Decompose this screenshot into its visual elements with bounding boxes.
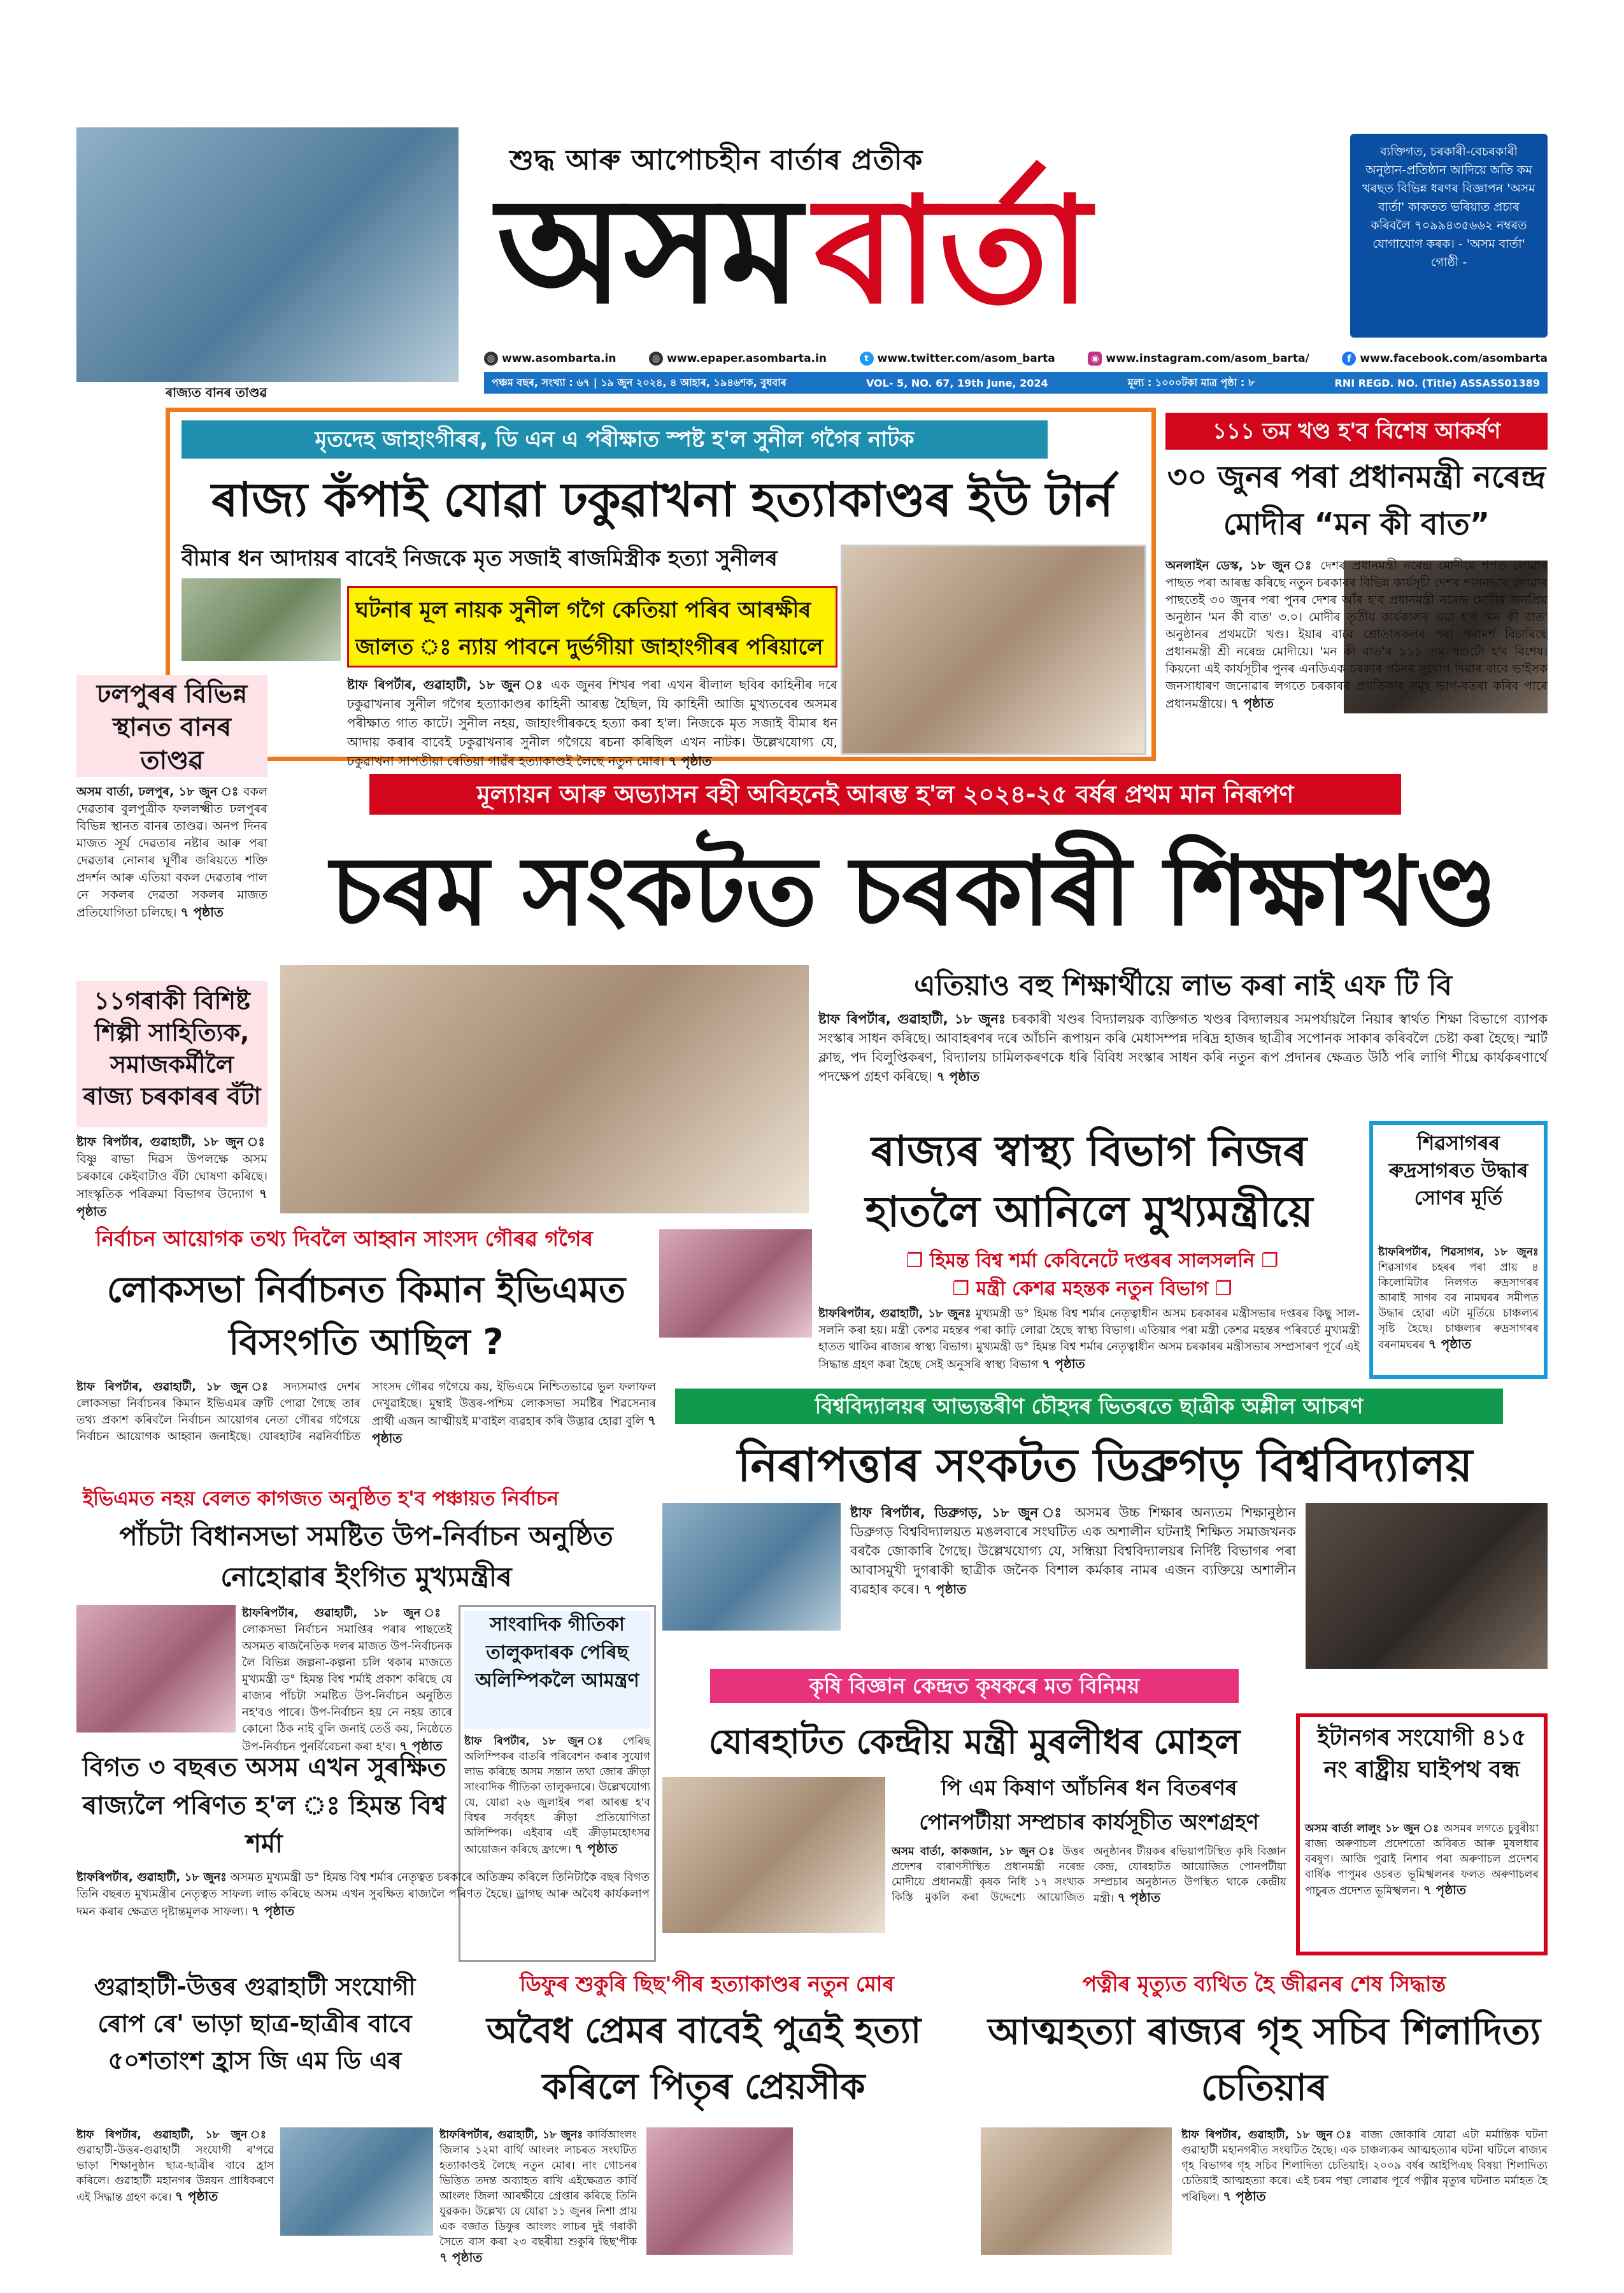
square-bullet-icon: ❐	[906, 1250, 930, 1272]
sivasagar-byline: ষ্টাফৰিপৰ্টাৰ, শিৱসাগৰ, ১৮ জুনঃ	[1378, 1246, 1539, 1259]
murder-page-ref[interactable]: ৭ পৃষ্ঠাত	[439, 2250, 483, 2265]
masthead-title-barta: বাৰ্তা	[814, 166, 1091, 336]
university-photo	[662, 1503, 841, 1631]
highway-story-box	[1296, 1713, 1548, 1955]
suicide-body-text: ৰাজ্য জোকাৰি যোৱা এটা মৰ্মান্তিক ঘটনা গুৱাহাটী মহানগৰীত সংঘটিত হৈছে। এক চাঞ্চল্যকৰ আত্মহত্যাৰ ঘটনা ঘটিলে ৰাজ্যৰ গৃহ বিভাগৰ গৃহ সচিব শিলাদিত্য চেতিয়াই। ২০০৯ বৰ্ষৰ আইপিএছ বিষয়া শিলাদিত্য চেতিয়াই আত্মহত্যা কৰে। এই চৰম পন্থা লোৱাৰ পূৰ্বে পত্নীৰ মৃত্যুৰ ঘটনাত মৰ্মাহত হৈ পৰিছিল।	[1181, 2129, 1548, 2204]
masthead-title	[497, 166, 1350, 336]
highway-body-text: অসমৰ লগতে চুবুৰীয়া ৰাজ্য অৰুণাচল প্ৰদেশতো অবিৰত আৰু মুষলধাৰ বৰষুণ। আজি পুৱাই নিশাৰ পৰা অৰুণাচল প্ৰদেশৰ বাৰ্ষিক পাপুমৰ ওচৰত ভূমিস্খলনৰ ফলত অৰুণাচলৰ পাচুৰত প্ৰদেশত ভূমিস্খলন।	[1305, 1822, 1539, 1897]
flood-body	[76, 783, 267, 975]
murder-victim-photo	[646, 2127, 793, 2255]
twitter-icon: t	[860, 352, 874, 366]
ropeway-page-ref[interactable]: ৭ পৃষ্ঠাত	[175, 2189, 218, 2204]
education-photo	[280, 965, 809, 1213]
krishi-page-ref[interactable]: ৭ পৃষ্ঠাত	[1117, 1890, 1160, 1905]
lead-flood-photo	[182, 578, 341, 661]
flood-body-text: বকল দেৱতাৰ বুলপুত্ৰীক ফললক্ষ্মীত ঢলপুৰৰ বিভিন্ন স্থানত বানৰ তাণ্ডৱ। অনপ দিনৰ মাজত সূৰ্য দেৱতাৰ নষ্টাৰ আৰু পৰা দেৱতাৰ নোনাৰ ঘূৰ্ণীৰ জৰিয়তে শক্তি প্ৰদৰ্শন আৰু এতিয়া বকল দেৱতাৰ পাল নে সকলৰ দেৱতা সকলৰ মাজত প্ৰতিযোগিতা চলিছে।	[76, 785, 268, 920]
suicide-byline: ষ্টাফ ৰিপৰ্টাৰ, গুৱাহাটী, ১৮ জুন ঃ	[1181, 2129, 1355, 2141]
sivasagar-body	[1378, 1245, 1539, 1353]
volume-info: VOL- 5, NO. 67, 19th June, 2024	[865, 376, 1048, 389]
health-headline: ৰাজ্যৰ স্বাস্থ্য বিভাগ নিজৰ হাতলৈ আনিলে মুখ্যমন্ত্ৰীয়ে	[865, 1127, 1313, 1236]
secure-byline: ষ্টাফৰিপৰ্টাৰ, গুৱাহাটী, ১৮ জুনঃ	[76, 1871, 227, 1884]
murder-byline: ষ্টাফৰিপৰ্টাৰ, গুৱাহাটী, ১৮ জুনঃ	[439, 2129, 583, 2141]
epaper-link[interactable]: ◎ www.epaper.asombarta.in	[649, 352, 827, 366]
health-body-text: মুখ্যমন্ত্ৰী ড° হিমন্ত বিশ্ব শৰ্মাৰ নেতৃত্বাধীন অসম চৰকাৰৰ মন্ত্ৰীসভাৰ দপ্তৰৰ কিছু সাল-সলনি কৰা হয়। মন্ত্ৰী কেশৱ মহন্তৰ পৰা কাঢ়ি লোৱা হৈছে স্বাস্থ্য বিভাগ। এতিয়াৰ পৰা মন্ত্ৰী কেশৱ মহন্তৰ পৰিবৰ্তে মুখ্যমন্ত্ৰী হাতত থাকিব ৰাজ্যৰ স্বাস্থ্য বিভাগ। মুখ্যমন্ত্ৰী ড° হিমন্ত বিশ্ব শৰ্মাৰ নেতৃত্বাধীন অসম চৰকাৰৰ মন্ত্ৰীসভাৰ সম্প্ৰসাৰণ পূৰ্বে এই সিদ্ধান্ত গ্ৰহণ কৰা হৈছে সেই অনুসৰি স্বাস্থ্য বিভাগ	[818, 1307, 1360, 1371]
university-kicker: বিশ্ববিদ্যালয়ৰ আভ্যন্তৰীণ চৌহদৰ ভিতৰতে ছাত্ৰীক অশ্লীল আচৰণ	[675, 1389, 1503, 1424]
instagram-link[interactable]: ◉ www.instagram.com/asom_barta/	[1088, 352, 1309, 366]
olympic-headline: সাংবাদিক গীতিকা তালুকদাৰক পেৰিছ অলিম্পিকলৈ আমন্ত্ৰণ	[464, 1611, 650, 1729]
education-body	[818, 1010, 1548, 1115]
ropeway-photo	[280, 2127, 433, 2236]
murder-body-text: কাৰ্বিআংলং জিলাৰ ১২মা বাৰ্থি আংলং লাচৰত সংঘটিত হত্যাকাণ্ডই লৈছে নতুন মোৰ। নাং গোচনৰ ভিত্তিত তদন্ত অব্যাহত ৰাখি এইক্ষেত্ৰত কাৰ্বি আংলং জিলা আৰক্ষীয়ে গ্ৰেপ্তাৰ কৰিছে তিনি যুৱকক। উল্লেখ্য যে যোৱা ১১ জুনৰ নিশা প্ৰায় এক বজাত ডিফুৰ আংলং লাচৰ দুই গৰাকী সৈতে বাস কৰা ২৩ বছৰীয়া শুকুৰি ছিছ'পীক	[439, 2129, 637, 2248]
ropeway-byline: ষ্টাফ ৰিপৰ্টাৰ, গুৱাহাটী, ১৮ জুন ঃ	[76, 2129, 274, 2141]
highway-byline: অসম বাৰ্তা লালুং ১৮ জুন ঃ	[1305, 1822, 1440, 1835]
twitter-link[interactable]: t www.twitter.com/asom_barta	[860, 352, 1055, 366]
education-body-text: চৰকাৰী খণ্ডৰ বিদ্যালয়ক ব্যক্তিগত খণ্ডৰ বিদ্যালয়ৰ সমপৰ্যায়লৈ নিয়াৰ স্বাৰ্থত শিক্ষা বিভাগে ব্যাপক সংস্কাৰ সাধন কৰিছে। আবাহৰণৰ দৰে আঁচনি ৰূপায়ন কৰি মেধাসম্পন্ন দৰিদ্ৰ হাজৰ ছাত্ৰীৰ সপোনক সাকাৰ কৰিবলৈ চেষ্টা কৰা হৈছে। স্মাৰ্ট ক্লাছ, পদ বিলুপ্তিকৰণ, বিদ্যালয় চামিলকৰণকে ধৰি বিবিধ সংস্কাৰ সাধন কৰি নতুন ৰূপ প্ৰদানৰ ক্ষেত্ৰত উঠি পৰি লাগি শীঘ্ৰে কাৰ্যকৰণাৰ্থে পদক্ষেপ গ্ৰহণ কৰিছে।	[818, 1011, 1548, 1084]
murder-kicker: ডিফুৰ শুকুৰি ছিছ'পীৰ হত্যাকাণ্ডৰ নতুন মোৰ	[520, 1971, 894, 1996]
sivasagar-headline: শিৱসাগৰৰ ৰুদ্ৰসাগৰত উদ্ধাৰ সোণৰ মূৰ্তি	[1388, 1132, 1528, 1210]
secure-page-ref[interactable]: ৭ পৃষ্ঠাত	[251, 1903, 295, 1918]
masthead-title-asom: অসম	[497, 166, 802, 336]
artists-body	[76, 1134, 267, 1226]
issue-info-bengali: পঞ্চম বছৰ, সংখ্যা : ৬৭ | ১৯ জুন ২০২৪, ৪ আহাৰ, ১৯৪৬শক, বুধবাৰ	[492, 376, 787, 389]
artists-page-ref[interactable]: ৭ পৃষ্ঠাত	[76, 1186, 267, 1219]
website-link[interactable]: ◎ www.asombarta.in	[484, 352, 616, 366]
sivasagar-story-box	[1369, 1121, 1548, 1379]
modi-byline: অনলাইন ডেস্ক, ১৮ জুন ঃ	[1165, 559, 1314, 573]
flood-photo	[76, 127, 459, 382]
bypoll-byline: ষ্টাফৰিপৰ্টাৰ, গুৱাহাটী, ১৮ জুন ঃ	[242, 1606, 452, 1620]
bypoll-body-text: লোকসভা নিৰ্বাচন সমাপ্তিৰ পৰাৰ পাছতেই অসমত ৰাজনৈতিক দলৰ মাজত উপ-নিৰ্বাচনক লৈ বিভিন্ন জল্পনা-কল্পনা চলি থকাৰ মাজতে মুখ্যমন্ত্ৰী ড° হিমন্ত বিশ্ব শৰ্মাই প্ৰকাশ কৰিছে যে ৰাজ্যৰ পাঁচটা সমষ্টিত উপ-নিৰ্বাচন অনুষ্ঠিত নহ'বও পাৰে। উপ-নিৰ্বাচন হয় নে নহয় তাৰে কোনো ঠিক নাই বুলি জনাই তেওঁ কয়, নিষ্ঠেতে উপ-নিৰ্বাচন পুনৰ্বিবেচনা কৰা হ'ব।	[242, 1623, 452, 1754]
suicide-page-ref[interactable]: ৭ পৃষ্ঠাত	[1223, 2189, 1266, 2204]
lead-page-ref[interactable]: ৭ পৃষ্ঠাত	[668, 754, 712, 769]
modi-page-ref[interactable]: ৭ পৃষ্ঠাত	[1230, 696, 1274, 711]
modi-tag: ১১১ তম খণ্ড হ'ব বিশেষ আকৰ্ষণ	[1165, 413, 1548, 450]
olympic-byline: ষ্টাফ ৰিপৰ্টাৰ, ১৮ জুন ঃ	[464, 1735, 611, 1748]
evm-kicker: নিৰ্বাচন আয়োগক তথ্য দিবলৈ আহ্বান সাংসদ গৌৰৱ গগৈৰ	[96, 1226, 594, 1251]
flood-byline: অসম বাৰ্তা, ঢলপুৰ, ১৮ জুন ঃ	[76, 785, 239, 799]
suicide-body	[1181, 2127, 1548, 2255]
suicide-headline: আত্মহত্যা ৰাজ্যৰ গৃহ সচিব শিলাদিত্য চেতিয়াৰ	[987, 2010, 1541, 2109]
education-headline: চৰম সংকটত চৰকাৰী শিক্ষাখণ্ড	[331, 836, 1497, 947]
olympic-page-ref[interactable]: ৭ পৃষ্ঠাত	[574, 1841, 618, 1856]
modi-headline: ৩০ জুনৰ পৰা প্ৰধানমন্ত্ৰী নৰেন্দ্ৰ মোদীৰ “মন কী বাত”	[1167, 459, 1546, 542]
advertisement-box	[1350, 134, 1548, 338]
health-bullet-1: ❐ হিমন্ত বিশ্ব শৰ্মা কেবিনেটে দপ্তৰৰ সালসলনি ❐	[906, 1250, 1279, 1272]
artists-body-text: বিষ্ণু ৰাভা দিৱস উপলক্ষে অসম চৰকাৰে কেইবাটাও বঁটা ঘোষণা কৰিছে। সাংস্কৃতিক পৰিক্ৰমা বিভাগৰ উদ্যোগ	[76, 1152, 267, 1201]
advertisement-text: ব্যক্তিগত, চৰকাৰী-বেচৰকাৰী অনুষ্ঠান-প্ৰতিষ্ঠান আদিয়ে অতি কম খৰছত বিভিন্ন ধৰণৰ বিজ্ঞাপন 'অসম বাৰ্তা' কাকতত ভৰিয়াত প্ৰচাৰ কৰিবলৈ ৭০৯৯৪৩৫৬৬২ নম্বৰত যোগাযোগ কৰক। - 'অসম বাৰ্তা' গোষ্ঠী -	[1362, 145, 1535, 269]
olympic-body	[464, 1734, 650, 1857]
ropeway-headline: গুৱাহাটী-উত্তৰ গুৱাহাটী সংযোগী ৰোপ ৰে' ভাড়া ছাত্ৰ-ছাত্ৰীৰ বাবে ৫০শতাংশ হ্ৰাস জি এম ডি এৰ	[94, 1973, 416, 2075]
krishi-body-text: উত্তৰ প্ৰদেশৰ বাৰাণসীস্থিত প্ৰধানমন্ত্ৰী নৰেন্দ্ৰ মোদীয়ে প্ৰধানমন্ত্ৰী কৃষক নিধি ১৭ সংখ্যক কিস্তি মুকলি কৰা উদ্দেশ্যে আয়োজিত অনুষ্ঠানৰ টীয়কৰ ৰভিয়াপটিস্থিত কৃষি বিজ্ঞান কেন্দ্ৰ, যোৰহাটত আয়োজিত পোনপটীয়া সম্প্ৰচাৰ অনুষ্ঠানত উপস্থিত থাকে কেন্দ্ৰীয় মন্ত্ৰী।	[892, 1845, 1286, 1905]
globe-icon: ◎	[649, 352, 663, 366]
krishi-photo	[662, 1777, 885, 1933]
secure-body	[76, 1869, 650, 1959]
lead-subhead: বীমাৰ ধন আদায়ৰ বাবেই নিজকে মৃত সজাই ৰাজমিস্ত্ৰীক হত্যা সুনীলৰ	[182, 546, 778, 571]
krishi-kicker: কৃষি বিজ্ঞান কেন্দ্ৰত কৃষকৰে মত বিনিময়	[710, 1669, 1239, 1703]
university-body	[850, 1503, 1296, 1631]
flood-page-ref[interactable]: ৭ পৃষ্ঠাত	[180, 904, 224, 920]
health-body	[818, 1306, 1360, 1376]
facebook-link[interactable]: f www.facebook.com/asombarta	[1342, 352, 1548, 366]
instagram-icon: ◉	[1088, 352, 1102, 366]
krishi-byline: অসম বাৰ্তা, কাকজান, ১৮ জুন ঃ	[892, 1845, 1057, 1858]
modi-body-text: দেশৰ প্ৰধানমন্ত্ৰী নৰেন্দ্ৰ মোদীয়ে শপত লোৱাৰ পাছত পৰা আৰম্ভ কৰিছে নতুন চৰকাৰৰ বিভিন্ন কাৰ্যসূচী দেশৰ শাসনভাৰ লোৱাৰ পাছতেই ৩০ জুনৰ পৰা পুনৰ দেশৰ আঁৰ হ'ব প্ৰধানমন্ত্ৰী নৰেন্দ্ৰ মোদীৰ জনপ্ৰিয় অনুষ্ঠান 'মন কী বাত' ৩.০। মোদীৰ তৃতীয় কাৰ্যকালৰ এয়া হ'ব 'মন কী বাত' অনুষ্ঠানৰ প্ৰথমটো খণ্ড। ইয়াৰ বাবে শ্ৰোতাসকলৰ পৰা পৰামৰ্শ বিচাৰিছে প্ৰধানমন্ত্ৰী শ্ৰী নৰেন্দ্ৰ মোদীয়ে। 'মন কী বাত'ৰ ১১১ তম খণ্ডটো হ'ব বিশেষ। কিয়নো এই কাৰ্যসূচীৰ পুনৰ এনডিএক চৰকাৰ গঠনৰ সুযোগ দিয়াৰ বাবে ভাইসক জনসাধাৰণ জনোৱাৰ লগতে চৰকাৰৰ প্ৰগতিকাৰ সমূহ ভাগ-বতৰা কৰিব পাৰে প্ৰধানমন্ত্ৰীয়ে।	[1165, 559, 1548, 711]
social-links-bar	[484, 348, 1548, 369]
lead-yellow-box: ঘটনাৰ মূল নায়ক সুনীল গগৈ কেতিয়া পৰিব আৰক্ষীৰ জালত ঃ ন্যায় পাবনে দুৰ্ভগীয়া জাহাংগীৰৰ পৰিয়ালে	[347, 586, 837, 668]
health-byline: ষ্টাফৰিপৰ্টাৰ, গুৱাহাটী, ১৮ জুনঃ	[818, 1307, 971, 1320]
issue-info-bar	[484, 372, 1548, 394]
education-page-ref[interactable]: ৭ পৃষ্ঠাত	[936, 1069, 980, 1084]
modi-body	[1165, 557, 1548, 777]
olympic-body-text: পেৰিছ অলিম্পিকৰ বাতৰি পৰিবেশন কৰাৰ সুযোগ লাভ কৰিছে অসম সন্তান তথা জোৰ ক্ৰীড়া সাংবাদিক গীতিকা তালুকদাৰে। উল্লেখযোগ্য যে, যোৱা ২৬ জুলাইৰ পৰা আৰম্ভ হ'ব বিশ্বৰ সৰ্ববৃহৎ ক্ৰীড়া প্ৰতিযোগিতা অলিম্পিক। এইবাৰ এই ক্ৰীড়ামহোৎসৱ আয়োজন কৰিছে ফ্ৰান্সে।	[464, 1735, 651, 1856]
suicide-kicker: পত্নীৰ মৃত্যুত ব্যথিত হৈ জীৱনৰ শেষ সিদ্ধান্ত	[1082, 1971, 1446, 1996]
education-subhead: এতিয়াও বহু শিক্ষাৰ্থীয়ে লাভ কৰা নাই এফ টি বি	[914, 969, 1452, 1002]
flood-photo-caption: ৰাজ্যত বানৰ তাণ্ডৱ	[166, 385, 267, 400]
health-bullet-2: ❐ মন্ত্ৰী কেশৱ মহন্তক নতুন বিভাগ ❐	[952, 1278, 1232, 1300]
bypoll-page-ref[interactable]: ৭ পৃষ্ঠাত	[399, 1738, 443, 1754]
evm-byline: ষ্টাফ ৰিপৰ্টাৰ, গুৱাহাটী, ১৮ জুন ঃ	[76, 1380, 274, 1394]
lead-body-text: এক জুনৰ শিখৰ পৰা এখন ৰীলাল ছবিৰ কাহিনীৰ দৰে ঢকুৱাখনাৰ সুনীল গগৈৰ হত্যাকাণ্ডৰ কাহিনী আৰম্ভ হৈছিল, যি কাহিনী আজি মুখ্যতবেৰ অসমৰ পৰীক্ষাত গাত কাটে। সুনীল নহয়, জাহাংগীৰকহে হত্যা কৰা হ'ল। নিজকে মৃত সজাই বীমাৰ ধন আদায় কৰাৰ বাবেই ঢকুৱাখনাৰ সুনীল গগৈয়ে ৰচনা কৰিছিল এখন নাটক। উল্লেখযোগ্য যে, ঢকুৱাখনা সাপতীয়া ৰেতিয়া গাৱঁৰ হত্যাকাণ্ডই লৈছে নতুন মোৰ।	[347, 677, 837, 769]
evm-headline: লোকসভা নিৰ্বাচনত কিমান ইভিএমত বিসংগতি আছিল ?	[106, 1269, 626, 1363]
krishi-headline: যোৰহাটত কেন্দ্ৰীয় মন্ত্ৰী মুৰলীধৰ মোহল	[708, 1722, 1241, 1762]
evm-body	[76, 1379, 656, 1475]
evaluation-banner: মূল্যায়ন আৰু অভ্যাসন বহী অবিহনেই আৰম্ভ হ'ল ২০২৪-২৫ বৰ্ষৰ প্ৰথম মান নিৰূপণ	[369, 774, 1401, 815]
bypoll-headline: পাঁচটা বিধানসভা সমষ্টিত উপ-নিৰ্বাচন অনুষ্ঠিত নোহোৱাৰ ইংগিত মুখ্যমন্ত্ৰীৰ	[119, 1520, 613, 1592]
highway-headline: ইটানগৰ সংযোগী ৪১৫ নং ৰাষ্ট্ৰীয় ঘাইপথ বন্ধ	[1317, 1725, 1527, 1783]
evm-page-ref[interactable]: ৭ পৃষ্ঠাত	[372, 1413, 656, 1446]
globe-icon: ◎	[484, 352, 498, 366]
masthead-slogan: শুদ্ধ আৰু আপোচহীন বাৰ্তাৰ প্ৰতীক	[509, 144, 923, 176]
university-byline: ষ্টাফ ৰিপৰ্টাৰ, ডিব্ৰুগড়, ১৮ জুন ঃ	[850, 1505, 1066, 1520]
sivasagar-body-text: শিৱসাগৰ চহৰৰ পৰা প্ৰায় ৪ কিলোমিটাৰ নিলগত ৰুদ্ৰসাগৰৰ আৰাই সাগৰ বৰ নামঘৰৰ সমীপত উদ্ধাৰ হোৱা এটা মূৰ্তিয়ে চাঞ্চল্যৰ সৃষ্টি হৈছে। চাঞ্চল্যৰ ৰুদ্ৰসাগৰৰ বৰনামঘৰৰ	[1378, 1261, 1539, 1352]
artists-headline: ১১গৰাকী বিশিষ্ট শিল্পী সাহিত্যিক, সমাজকৰ্মীলৈ ৰাজ্য চৰকাৰৰ বঁটা	[76, 981, 267, 1127]
ropeway-body	[76, 2127, 274, 2255]
lead-byline: ষ্টাফ ৰিপৰ্টাৰ, গুৱাহাটী, ১৮ জুন ঃ	[347, 677, 545, 692]
lead-kicker: মৃতদেহ জাহাংগীৰৰ, ডি এন এ পৰীক্ষাত স্পষ্ট হ'ল সুনীল গগৈৰ নাটক	[182, 420, 1048, 459]
suicide-couple-photo	[981, 2127, 1172, 2255]
krishi-subhead: পি এম কিষাণ আঁচনিৰ ধন বিতৰণৰ পোনপটীয়া সম্প্ৰচাৰ কাৰ্যসূচীত অংশগ্ৰহণ	[919, 1775, 1259, 1834]
education-byline: ষ্টাফ ৰিপৰ্টাৰ, গুৱাহাটী, ১৮ জুনঃ	[818, 1011, 1006, 1027]
evm-body-text: সদ্যসমাপ্ত দেশৰ লোকসভা নিৰ্বাচনৰ কিমান ইভিএমৰ ত্ৰুটি পোৱা গৈছে তাৰ তথ্য প্ৰকাশ কৰিবলৈ নিৰ্বাচন আয়োগৰ নেতা গৌৰৱ গগৈয়ে নিৰ্বাচন আয়োগক আহ্বান জনাইছে। যোৰহাটৰ নৱনিৰ্বাচিত সাংসদ গৌৰৱ গগৈয়ে কয়, ইভিএমে নিশ্চিতভাৱে ভুল ফলাফল দেখুৱাইছে। মুম্বাই উত্তৰ-পশ্চিম লোকসভা সমষ্টিৰ শিৱসেনাৰ প্ৰাৰ্থী এজন আত্মীয়ই ম'বাইল ব্যৱহাৰ কৰি উদ্ভাৱ হোৱা বুলি	[76, 1380, 656, 1443]
highway-body	[1305, 1821, 1539, 1899]
ropeway-body-text: গুৱাহাটী-উত্তৰ-গুৱাহাটী সংযোগী ৰ'পৱে ভাড়া শিক্ষানুষ্ঠান ছাত্ৰ-ছাত্ৰীৰ বাবে হ্ৰাস কৰিলে। গুৱাহাটী মহানগৰ উন্নয়ন প্ৰাধিকৰণে এই সিদ্ধান্ত গ্ৰহণ কৰে।	[76, 2144, 274, 2204]
health-photo-gaurav	[659, 1229, 812, 1338]
square-bullet-icon: ❐	[952, 1278, 976, 1300]
health-page-ref[interactable]: ৭ পৃষ্ঠাত	[1042, 1356, 1085, 1371]
price-info: মূল্য : ১০০০টকা মাত্ৰ পৃষ্ঠা : ৮	[1127, 376, 1255, 389]
lead-body	[347, 675, 837, 769]
highway-page-ref[interactable]: ৭ পৃষ্ঠাত	[1423, 1882, 1466, 1897]
square-bullet-icon: ❐	[1254, 1250, 1279, 1272]
sivasagar-page-ref[interactable]: ৭ পৃষ্ঠাত	[1428, 1336, 1471, 1352]
square-bullet-icon: ❐	[1208, 1278, 1232, 1300]
flood-headline: ঢলপুৰৰ বিভিন্ন স্থানত বানৰ তাণ্ডৱ	[76, 675, 267, 777]
facebook-icon: f	[1342, 352, 1356, 366]
university-student-photo	[1306, 1503, 1548, 1669]
secure-headline: বিগত ৩ বছৰত অসম এখন সুৰক্ষিত ৰাজ্যলৈ পৰিণত হ'ল ঃ হিমন্ত বিশ্ব শৰ্মা	[82, 1753, 446, 1859]
university-headline: নিৰাপত্তাৰ সংকটত ডিব্ৰুগড় বিশ্ববিদ্যালয়	[737, 1438, 1473, 1492]
murder-body-col1	[439, 2127, 637, 2265]
bypoll-kicker: ইভিএমত নহয় বেলত কাগজত অনুষ্ঠিত হ'ব পঞ্চায়ত নিৰ্বাচন	[83, 1487, 559, 1510]
lead-headline: ৰাজ্য কঁপাই যোৱা ঢকুৱাখনা হত্যাকাণ্ডৰ ইউ টাৰ্ন	[211, 473, 1113, 527]
krishi-body	[892, 1844, 1286, 1952]
murder-headline: অবৈধ প্ৰেমৰ বাবেই পুত্ৰই হত্যা কৰিলে পিতৃৰ প্ৰেয়সীক	[486, 2010, 922, 2108]
university-page-ref[interactable]: ৭ পৃষ্ঠাত	[923, 1582, 967, 1597]
artists-byline: ষ্টাফ ৰিপৰ্টাৰ, গুৱাহাটী, ১৮ জুন ঃ	[76, 1135, 267, 1149]
registration-info: RNI REGD. NO. (Title) ASSASS01389	[1334, 376, 1540, 389]
lead-victim-photos	[841, 545, 1146, 755]
university-body-text: অসমৰ উচ্চ শিক্ষাৰ অন্যতম শিক্ষানুষ্ঠান ডিব্ৰুগড় বিশ্ববিদ্যালয়ত মঙলবাৰে সংঘটিত এক অশালীন ঘটনাই শিক্ষিত সমাজখনক বৰকৈ জোকাৰি গৈছে। উল্লেখযোগ্য যে, সন্ধিয়া বিশ্ববিদ্যালয়ৰ নিৰ্দিষ্ট বিভাগৰ পৰা আবাসমুখী দুগৰাকী ছাত্ৰীক জনৈক বিশাল কৰ্মকাৰ নামৰ এজন ব্যক্তিয়ে অশালীন ব্যৱহাৰ কৰে।	[850, 1505, 1297, 1597]
secure-body-text: অসমত মুখ্যমন্ত্ৰী ড° হিমন্ত বিশ্ব শৰ্মাৰ নেতৃত্বত চৰকাৰে অতিক্ৰম কৰিলে তিনিটাকৈ বছৰ বিগত তিনি বছৰত মুখ্যমন্ত্ৰীৰ নেতৃত্বত সাফল্য লাভ কৰিছে অসম এখন সুৰক্ষিত ৰাজ্যলৈ পৰিণত হৈছে। ড্ৰাগছ আৰু অবৈধ কাৰ্যকলাপ দমন কৰাৰ ক্ষেত্ৰত দৃষ্টান্তমূলক সাফল্য।	[76, 1871, 650, 1918]
